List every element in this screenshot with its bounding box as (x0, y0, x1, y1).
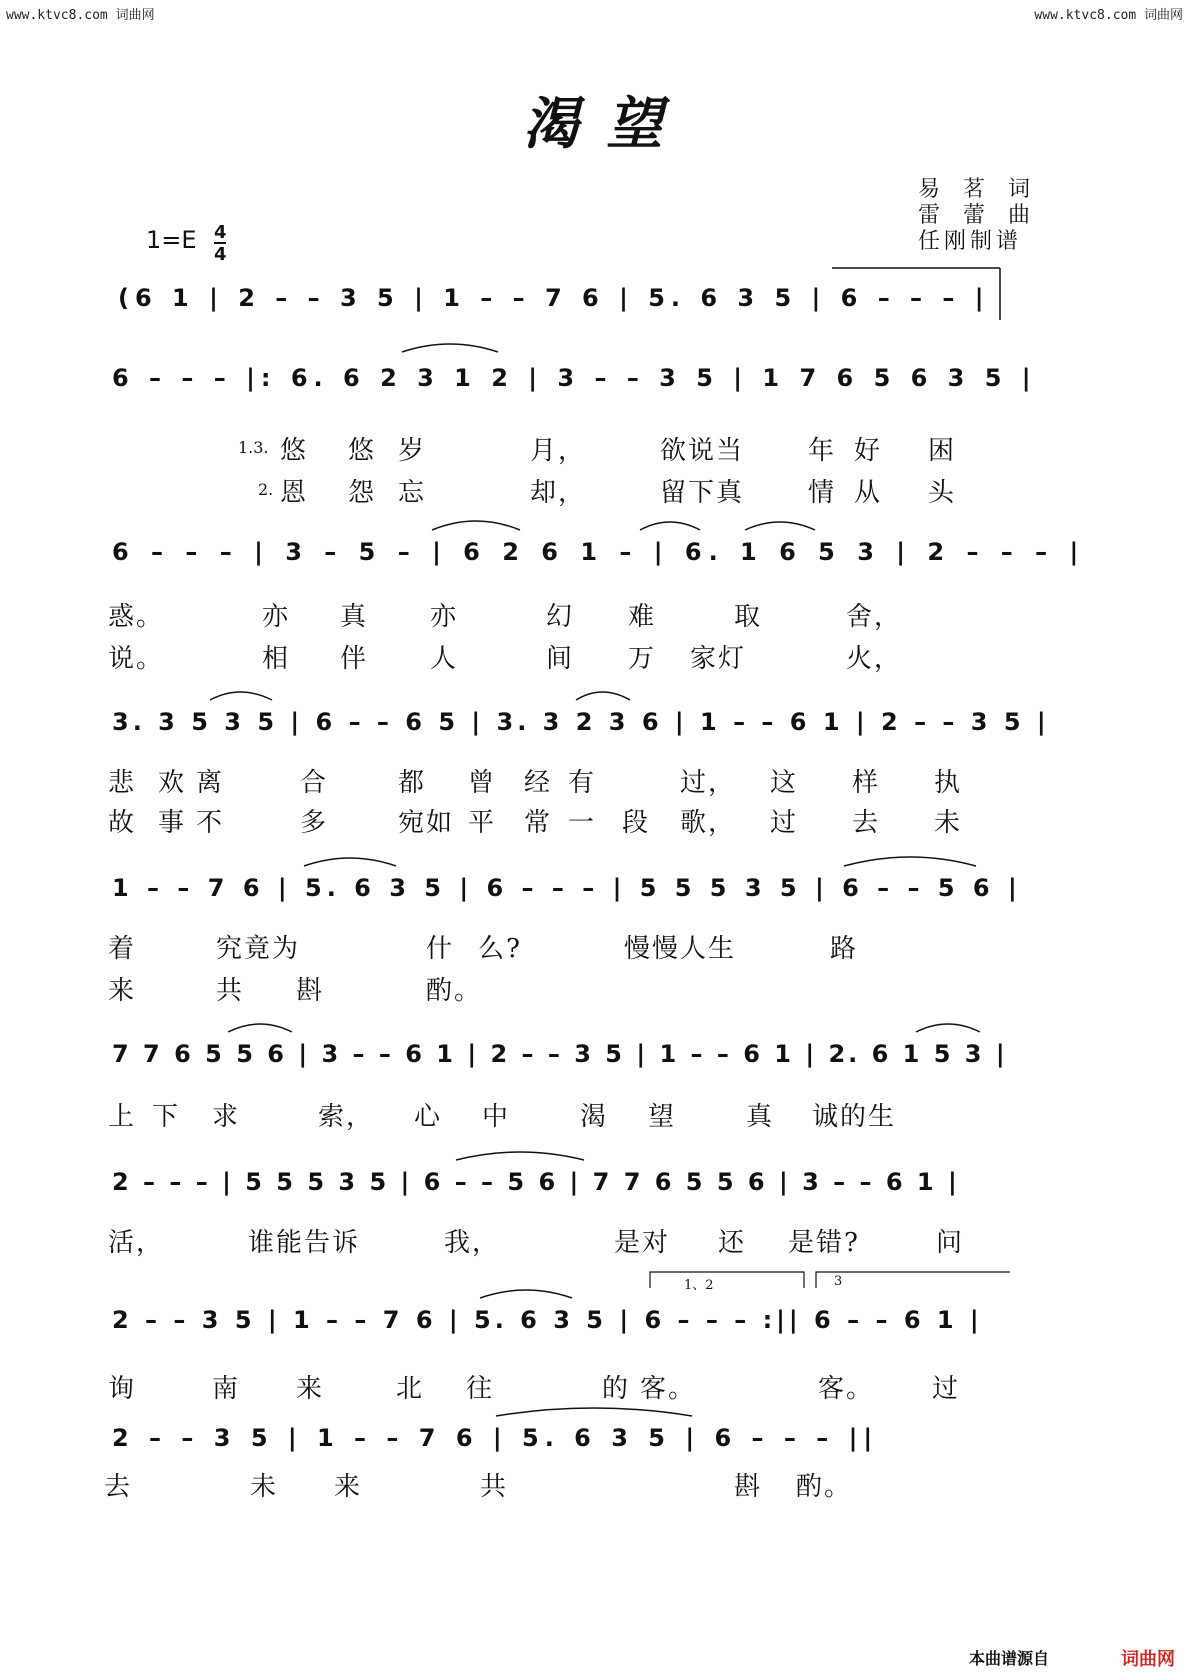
tie-arc (576, 692, 630, 700)
lyric: 什 (426, 934, 455, 964)
lyric: 火， (846, 644, 903, 674)
lyric: 常 (524, 808, 553, 838)
score-line-3: 6 – – – | 3 – 5 – | 6 2 6 1 – | 6. 1 6 5 3 | 2 – – – | (112, 538, 1086, 566)
lyric: 酌。 (796, 1472, 853, 1502)
source-caption: 本曲谱源自 (968, 1649, 1049, 1668)
lyric: 过 (770, 808, 799, 838)
lyric: 万 (628, 644, 657, 674)
lyric: 年 (808, 436, 837, 466)
tie-arc (916, 1024, 980, 1032)
lyric: 询 (108, 1374, 137, 1404)
lyric: 么? (478, 934, 522, 964)
tie-arc (228, 1024, 292, 1032)
lyric: 困 (928, 436, 957, 466)
verse-label-2: 2. (258, 480, 274, 499)
lyric: 是错? (788, 1228, 860, 1258)
lyric: 来 (296, 1374, 325, 1404)
site-watermark-right: www.ktvc8.com 词曲网 (1034, 8, 1183, 23)
lyric: 来 (334, 1472, 363, 1502)
lyric: 谁能告诉 (248, 1228, 361, 1258)
lyric: 幻 (546, 602, 575, 632)
lyric: 索， (318, 1102, 375, 1132)
lyric: 好 (854, 436, 883, 466)
score-line-1: (6 1 | 2 – – 3 5 | 1 – – 7 6 | 5. 6 3 5 | 6 – – – | (118, 284, 990, 312)
lyric: 未 (250, 1472, 279, 1502)
lyric: 多 (300, 808, 329, 838)
score-line-5: 1 – – 7 6 | 5. 6 3 5 | 6 – – – | 5 5 5 3 5 | 6 – – 5 6 | (112, 874, 1022, 902)
site-logo[interactable]: 词曲网 (1121, 1649, 1175, 1670)
lyric: 真 (746, 1102, 775, 1132)
lyric: 渴 (580, 1102, 609, 1132)
lyric: 客。 (818, 1374, 875, 1404)
lyric: 岁 (398, 436, 427, 466)
lyric: 去 (104, 1472, 133, 1502)
volta-second: 3 (834, 1274, 843, 1289)
lyricist-credit: 易 茗 词 (918, 177, 1038, 202)
lyric: 情 (808, 478, 837, 508)
lyric: 有 (568, 768, 597, 798)
lyric: 北 (396, 1374, 425, 1404)
volta-bracket-second (816, 1272, 1010, 1288)
verse-label-1-3: 1.3. (238, 438, 269, 457)
tie-arc (304, 858, 396, 866)
lyric: 间 (546, 644, 575, 674)
lyric: 相 (262, 644, 291, 674)
lyric: 一 (568, 808, 597, 838)
lyric: 还 (718, 1228, 747, 1258)
volta-first: 1、2 (684, 1278, 714, 1293)
lyric: 活， (108, 1228, 165, 1258)
lyric: 说。 (108, 644, 165, 674)
lyric: 忘 (398, 478, 427, 508)
lyric: 过 (932, 1374, 961, 1404)
lyric: 平 (468, 808, 497, 838)
lyric: 酌。 (426, 976, 483, 1006)
lyric: 惑。 (108, 602, 165, 632)
lyric: 真 (340, 602, 369, 632)
lyric: 我， (444, 1228, 501, 1258)
lyric: 头 (928, 478, 957, 508)
lyric: 亦 (262, 602, 291, 632)
lyric: 都 (398, 768, 427, 798)
lyric: 伴 (340, 644, 369, 674)
lyric: 求 (212, 1102, 241, 1132)
lyric: 共 (216, 976, 245, 1006)
lyric: 宛如 (398, 808, 455, 838)
lyric: 问 (936, 1228, 965, 1258)
lyric: 取 (734, 602, 763, 632)
lyric: 舍， (846, 602, 903, 632)
lyric: 悲 (108, 768, 137, 798)
lyric: 执 (934, 768, 963, 798)
time-signature-top: 4 (214, 222, 227, 243)
lyric: 下 (152, 1102, 181, 1132)
lyric: 往 (466, 1374, 495, 1404)
lyric: 样 (852, 768, 881, 798)
transcriber-credit: 任刚制谱 (918, 229, 1023, 254)
lyric: 这 (770, 768, 799, 798)
key-signature: 1=E (146, 226, 197, 254)
lyric: 留下真 (660, 478, 745, 508)
lyric: 过， (680, 768, 737, 798)
tie-arc (496, 1408, 692, 1416)
tie-arc (456, 1152, 584, 1160)
lyric: 合 (300, 768, 329, 798)
lyric: 故 (108, 808, 137, 838)
lyric: 路 (830, 934, 859, 964)
lyric: 上 (108, 1102, 137, 1132)
lyric: 却， (530, 478, 587, 508)
lyric: 来 (108, 976, 137, 1006)
tie-arc (402, 344, 498, 352)
lyric: 未 (934, 808, 963, 838)
lyric: 斟 (296, 976, 325, 1006)
lyric: 悠 (280, 436, 309, 466)
lyric: 离 (196, 768, 225, 798)
song-title: 渴 望 (522, 91, 667, 157)
tie-arc (480, 1290, 572, 1298)
lyric: 亦 (430, 602, 459, 632)
lyric: 心 (414, 1102, 443, 1132)
lyric: 经 (524, 768, 553, 798)
lyric: 怨 (348, 478, 377, 508)
time-signature-bottom: 4 (214, 244, 227, 265)
lyric: 歌， (680, 808, 737, 838)
lyric: 事 (158, 808, 187, 838)
tie-arc (844, 857, 976, 866)
lyric: 望 (648, 1102, 677, 1132)
score-line-9: 2 – – 3 5 | 1 – – 7 6 | 5. 6 3 5 | 6 – – – || (112, 1424, 879, 1452)
lyric: 慢慢人生 (624, 934, 737, 964)
lyric: 欢 (158, 768, 187, 798)
lyric: 月， (530, 436, 587, 466)
lyric: 客。 (640, 1374, 697, 1404)
lyric: 南 (212, 1374, 241, 1404)
lyric: 悠 (348, 436, 377, 466)
score-line-2: 6 – – – |: 6. 6 2 3 1 2 | 3 – – 3 5 | 1 7 6 5 6 3 5 | (112, 364, 1037, 392)
lyric: 人 (430, 644, 459, 674)
lyric: 斟 (734, 1472, 763, 1502)
lyric: 曾 (468, 768, 497, 798)
lyric: 的 (602, 1374, 631, 1404)
lyric: 难 (628, 602, 657, 632)
lyric: 不 (196, 808, 225, 838)
lyric: 中 (482, 1102, 511, 1132)
lyric: 去 (852, 808, 881, 838)
score-line-7: 2 – – – | 5 5 5 3 5 | 6 – – 5 6 | 7 7 6 5 5 6 | 3 – – 6 1 | (112, 1168, 960, 1196)
lyric: 从 (854, 478, 883, 508)
lyric: 究竟为 (216, 934, 301, 964)
tie-arc (210, 692, 272, 700)
site-watermark-left: www.ktvc8.com 词曲网 (6, 8, 155, 23)
composer-credit: 雷 蕾 曲 (918, 203, 1038, 228)
score-line-4: 3. 3 5 3 5 | 6 – – 6 5 | 3. 3 2 3 6 | 1 – – 6 1 | 2 – – 3 5 | (112, 708, 1050, 736)
lyric: 段 (622, 808, 651, 838)
score-line-6: 7 7 6 5 5 6 | 3 – – 6 1 | 2 – – 3 5 | 1 – – 6 1 | 2. 6 1 5 3 | (112, 1040, 1008, 1068)
score-line-8: 2 – – 3 5 | 1 – – 7 6 | 5. 6 3 5 | 6 – – – :|| 6 – – 6 1 | (112, 1306, 983, 1334)
lyric: 家灯 (690, 644, 747, 674)
volta-bracket-first (650, 1272, 804, 1288)
lyric: 欲说当 (660, 436, 745, 466)
lyric: 着 (108, 934, 137, 964)
lyric: 共 (480, 1472, 509, 1502)
tie-arc (745, 522, 815, 530)
lyric: 恩 (280, 478, 309, 508)
tie-arc (640, 522, 700, 530)
lyric: 是对 (614, 1228, 671, 1258)
tie-arc (432, 521, 520, 530)
lyric: 诚的生 (812, 1102, 897, 1132)
